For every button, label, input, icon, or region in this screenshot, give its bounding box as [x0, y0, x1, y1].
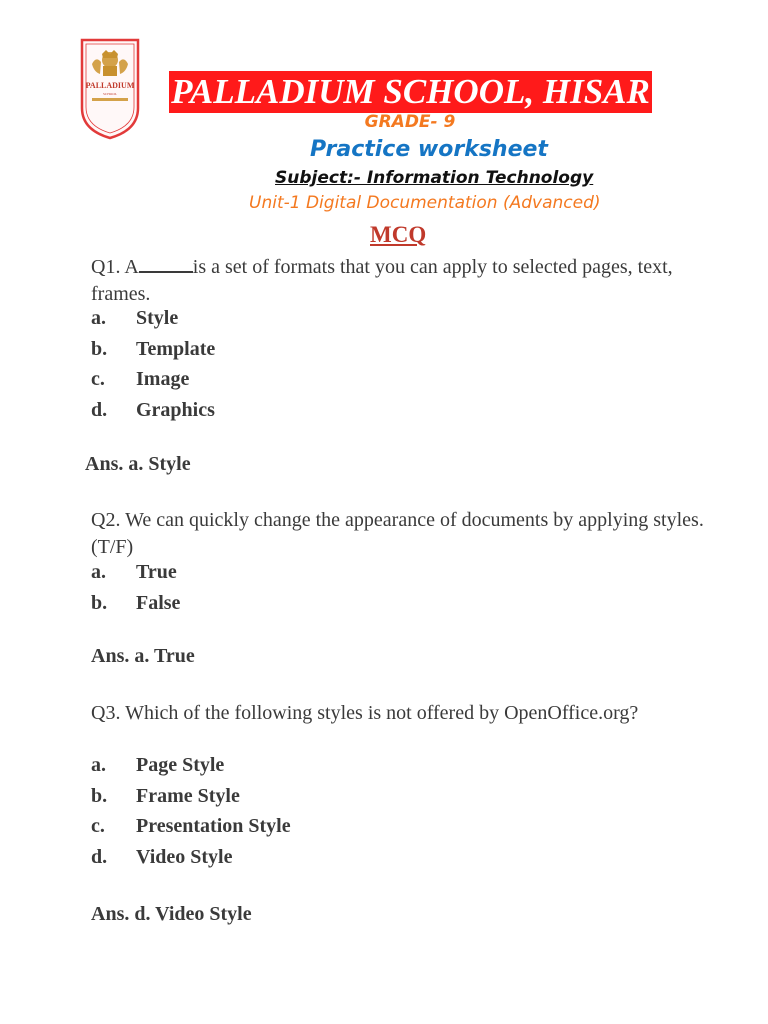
svg-text:SCHOOL: SCHOOL [102, 92, 118, 96]
question-2-option-a: a. True [91, 561, 177, 583]
question-1-blank [139, 253, 193, 273]
question-3-option-b: b. Frame Style [91, 785, 240, 807]
question-1-option-b: b. Template [91, 338, 216, 360]
question-1-option-c: c. Image [91, 368, 190, 390]
question-3-option-a: a. Page Style [91, 754, 225, 776]
question-3-answer: Ans. d. Video Style [91, 903, 252, 925]
subject-label: Subject:- Information Technology [275, 168, 594, 188]
question-2-text: Q2. We can quickly change the appearance of documents by applying styles.(T/F) [91, 509, 704, 558]
grade-label: GRADE- 9 [364, 112, 456, 132]
school-name-banner: PALLADIUM SCHOOL, HISAR [169, 71, 652, 113]
question-1-option-d: d. Graphics [91, 399, 215, 421]
question-2-option-b: b. False [91, 592, 181, 614]
question-3-option-d: d. Video Style [91, 846, 233, 868]
question-1-text [91, 253, 711, 308]
question-3-text: Q3. Which of the following styles is not offered by OpenOffice.org? [91, 702, 639, 724]
unit-label: Unit-1 Digital Documentation (Advanced) [249, 193, 601, 213]
worksheet-title: Practice worksheet [310, 137, 548, 162]
question-2-answer: Ans. a. True [91, 645, 195, 667]
question-1-suffix: is a set of formats that you can apply to selected pages, text, frames. [91, 256, 673, 305]
question-1-prefix: Q1. A [91, 256, 139, 278]
section-heading: MCQ [370, 222, 427, 247]
question-1-answer: Ans. a. Style [85, 453, 191, 475]
question-3-option-c: c. Presentation Style [91, 815, 291, 837]
svg-text:PALLADIUM: PALLADIUM [85, 81, 135, 90]
question-1-option-a: a. Style [91, 307, 179, 329]
